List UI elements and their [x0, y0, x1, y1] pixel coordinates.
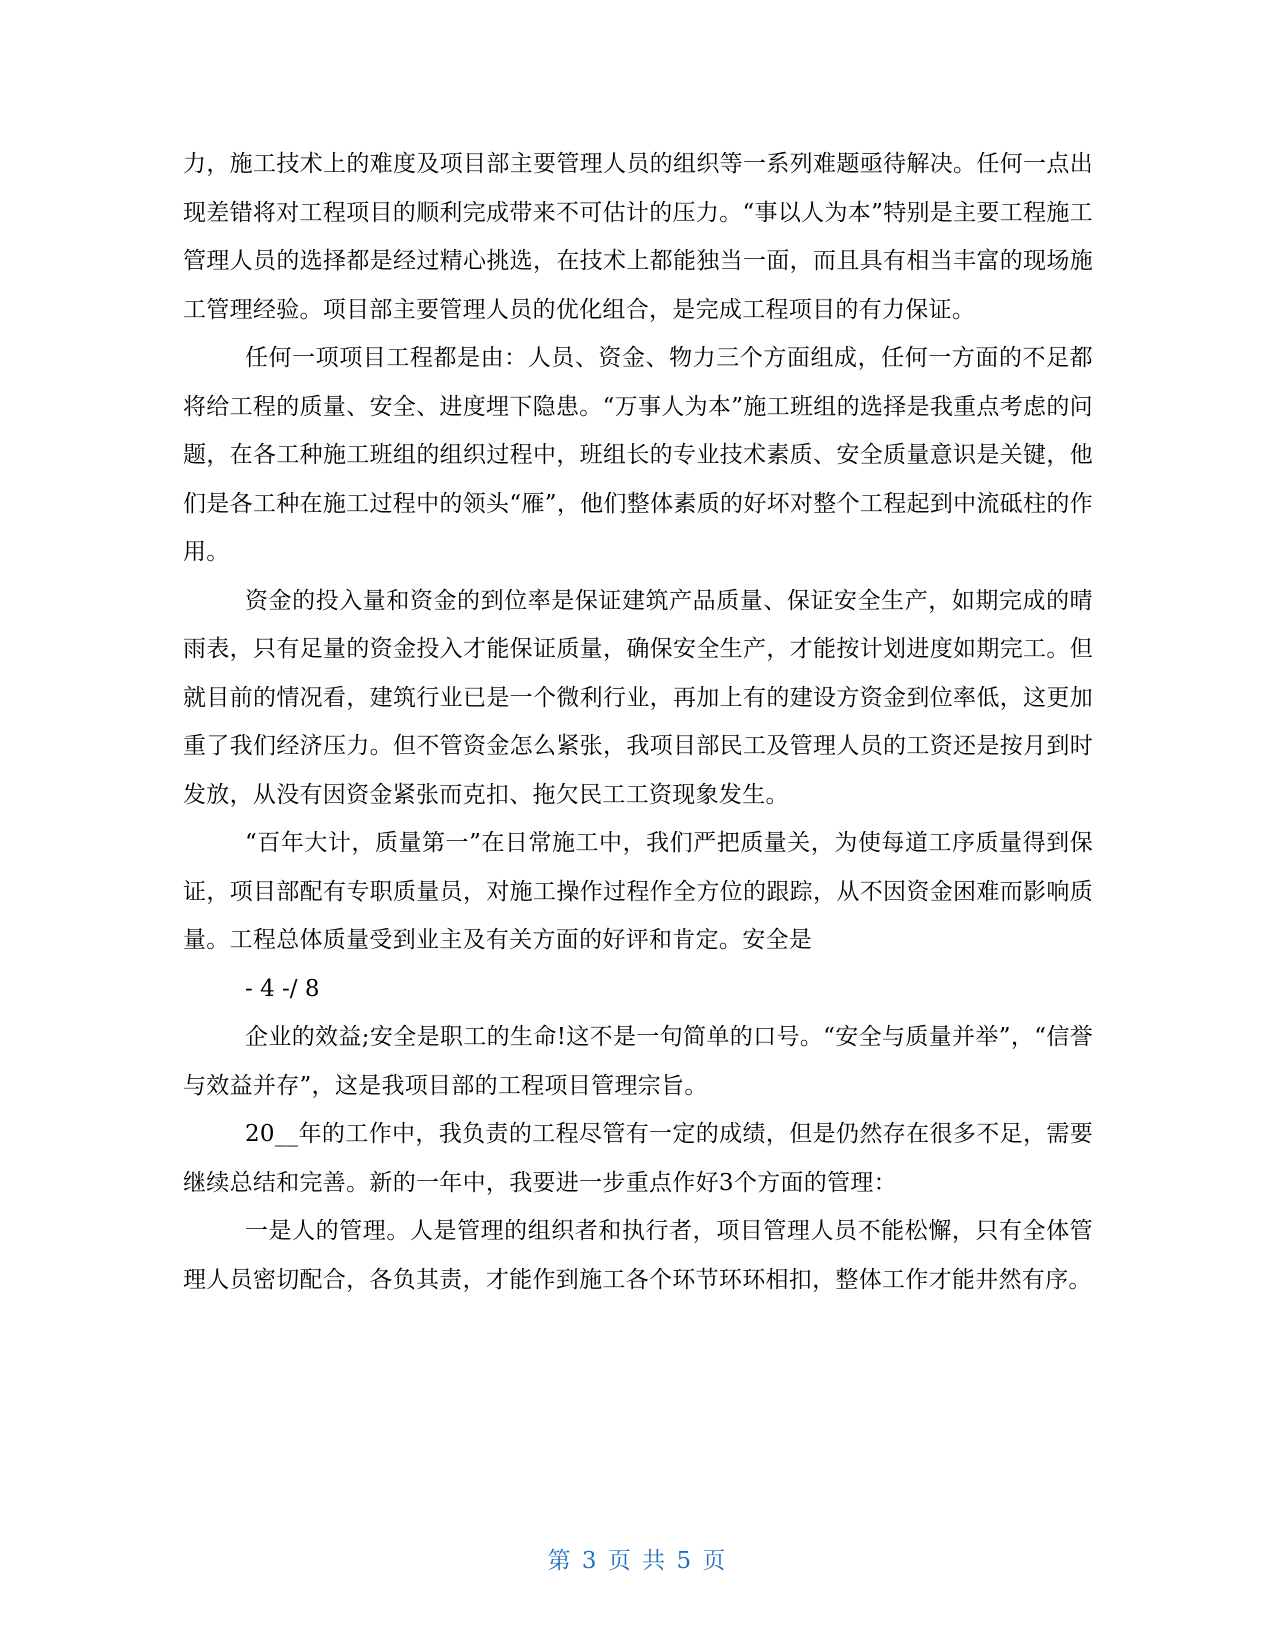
- inline-page-marker: - 4 -/ 8: [245, 975, 320, 1002]
- paragraph-resources: 任何一项项目工程都是由：人员、资金、物力三个方面组成，任何一方面的不足都将给工程的质量、安全、进度埋下隐患。“万事人为本”施工班组的选择是我重点考虑的问题，在各工种施工班组的组织过程中，班组长的专业技术素质、安全质量意识是关键，他们是各工种在施工过程中的领头“雁”，他们整体素质的好坏对整个工程起到中流砥柱的作用。: [183, 345, 1093, 565]
- paragraph-funding: 资金的投入量和资金的到位率是保证建筑产品质量、保证安全生产，如期完成的晴雨表，只有足量的资金投入才能保证质量，确保安全生产，才能按计划进度如期完工。但就目前的情况看，建筑行业已是一个微利行业，再加上有的建设方资金到位率低，这更加重了我们经济压力。但不管资金怎么紧张，我项目部民工及管理人员的工资还是按月到时发放，从没有因资金紧张而克扣、拖欠民工工资现象发生。: [183, 587, 1093, 808]
- paragraph-people-management: 一是人的管理。人是管理的组织者和执行者，项目管理人员不能松懈，只有全体管理人员密切配合，各负其责，才能作到施工各个环节环环相扣，整体工作才能井然有序。: [183, 1218, 1093, 1293]
- page-footer: 第 3 页 共 5 页: [547, 1548, 728, 1574]
- paragraph-safety: 企业的效益;安全是职工的生命!这不是一句简单的口号。“安全与质量并举”，“信誉与效益并存”，这是我项目部的工程项目管理宗旨。: [183, 1024, 1093, 1099]
- paragraph-summary: 20__年的工作中，我负责的工程尽管有一定的成绩，但是仍然存在很多不足，需要继续总结和完善。新的一年中，我要进一步重点作好3个方面的管理：: [183, 1121, 1093, 1196]
- paragraph-quality: “百年大计，质量第一”在日常施工中，我们严把质量关，为使每道工序质量得到保证，项目部配有专职质量员，对施工操作过程作全方位的跟踪，从不因资金困难而影响质量。工程总体质量受到业主及有关方面的好评和肯定。安全是: [183, 830, 1093, 953]
- paragraph-continuation: 力，施工技术上的难度及项目部主要管理人员的组织等一系列难题亟待解决。任何一点出现差错将对工程项目的顺利完成带来不可估计的压力。“事以人为本”特别是主要工程施工管理人员的选择都是经过精心挑选，在技术上都能独当一面，而且具有相当丰富的现场施工管理经验。项目部主要管理人员的优化组合，是完成工程项目的有力保证。: [183, 151, 1093, 323]
- document-body: [183, 140, 1093, 1304]
